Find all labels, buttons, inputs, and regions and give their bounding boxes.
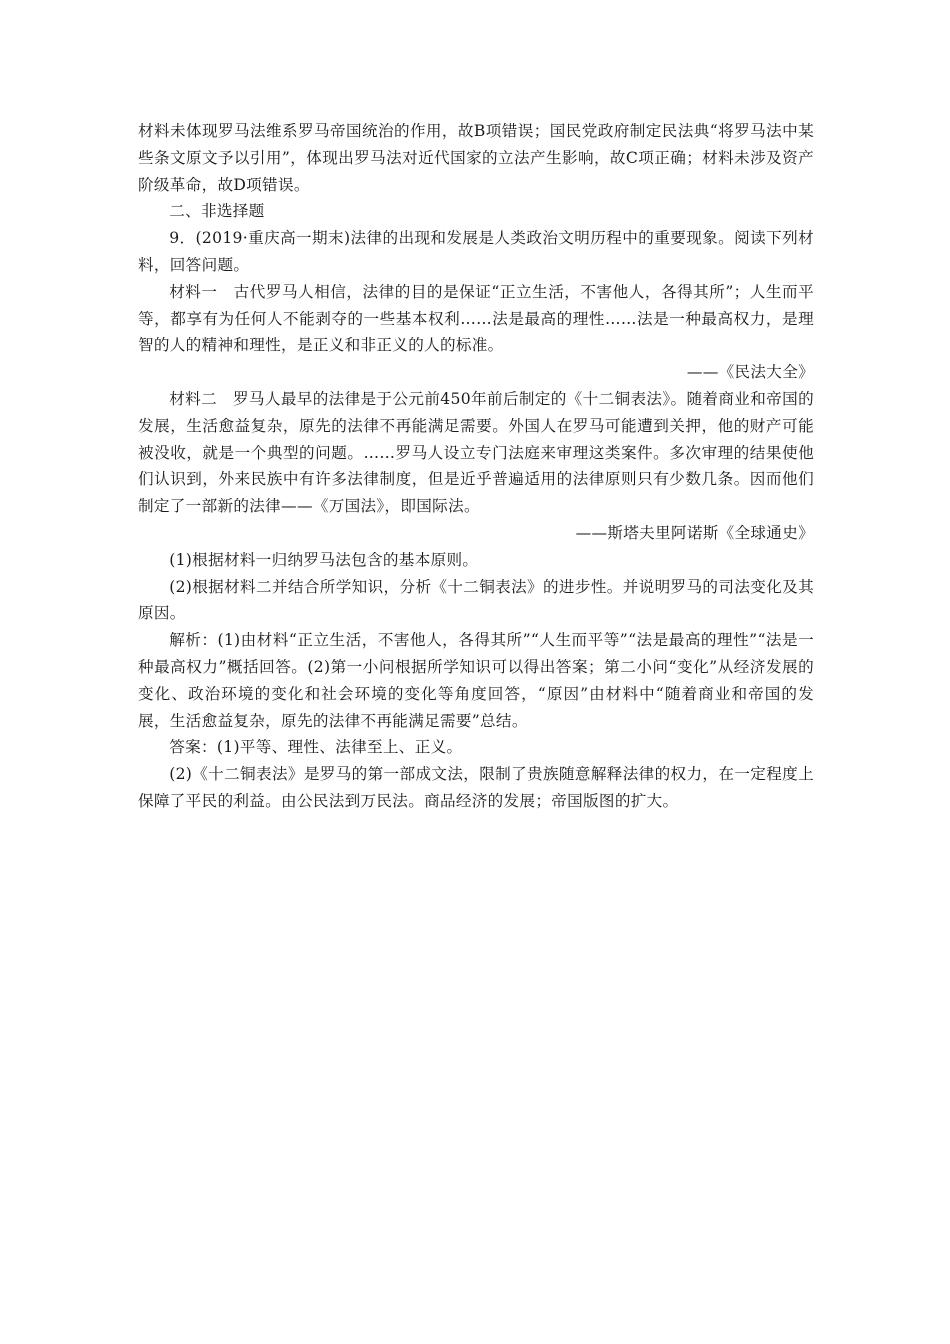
material-one-source: ——《民法大全》 bbox=[686, 363, 814, 382]
section-heading: 二、非选择题 bbox=[169, 202, 265, 221]
analysis-paragraph: 解析：(1)由材料“正立生活，不害他人，各得其所”“人生而平等”“法是最高的理性”“法是一种最高权力”概括回答。(2)第一小问根据所学知识可以得出答案；第二小问“变化”从经济发展的变化、政治环境的变化和社会环境的变化等角度回答，“原因”由材料中“随着商业和帝国的发展，生活愈益复杂，原先的法律不再能满足需要”总结。 bbox=[138, 631, 814, 730]
material-two-source: ——斯塔夫里阿诺斯《全球通史》 bbox=[575, 523, 814, 542]
material-one-text: 材料一 古代罗马人相信，法律的目的是保证“正立生活，不害他人，各得其所”；人生而平等，都享有为任何人不能剥夺的一些基本权利……法是最高的理性……法是一种最高权力，是理智的人的精神和理性，是正义和非正义的人的标准。 bbox=[138, 282, 814, 355]
material-two-text: 材料二 罗马人最早的法律是于公元前450年前后制定的《十二铜表法》。随着商业和帝国的发展，生活愈益复杂，原先的法律不再能满足需要。外国人在罗马可能遭到关押，他的财产可能被没收，就是一个典型的问题。……罗马人设立专门法庭来审理这类案件。多次审理的结果使他们认识到，外来民族中有许多法律制度，但是近乎普遍适用的法律原则只有少数几条。因而他们制定了一部新的法律——《万国法》，即国际法。 bbox=[138, 389, 814, 516]
sub-question-two: (2)根据材料二并结合所学知识，分析《十二铜表法》的进步性。并说明罗马的司法变化及其原因。 bbox=[138, 577, 814, 623]
sub-question-one: (1)根据材料一归纳罗马法包含的基本原则。 bbox=[169, 550, 479, 569]
document-page bbox=[138, 118, 814, 815]
answer-two: (2)《十二铜表法》是罗马的第一部成文法，限制了贵族随意解释法律的权力，在一定程度上保障了平民的利益。由公民法到万民法。商品经济的发展；帝国版图的扩大。 bbox=[138, 765, 814, 810]
previous-answer-explanation: 材料未体现罗马法维系罗马帝国统治的作用，故B项错误；国民党政府制定民法典“将罗马法中某些条文原文予以引用”，体现出罗马法对近代国家的立法产生影响，故C项正确；材料未涉及资产阶级革命，故D项错误。 bbox=[138, 122, 814, 194]
answer-one: 答案：(1)平等、理性、法律至上、正义。 bbox=[169, 738, 463, 757]
question-stem: 9．(2019·重庆高一期末)法律的出现和发展是人类政治文明历程中的重要现象。阅读下列材料，回答问题。 bbox=[138, 229, 814, 274]
